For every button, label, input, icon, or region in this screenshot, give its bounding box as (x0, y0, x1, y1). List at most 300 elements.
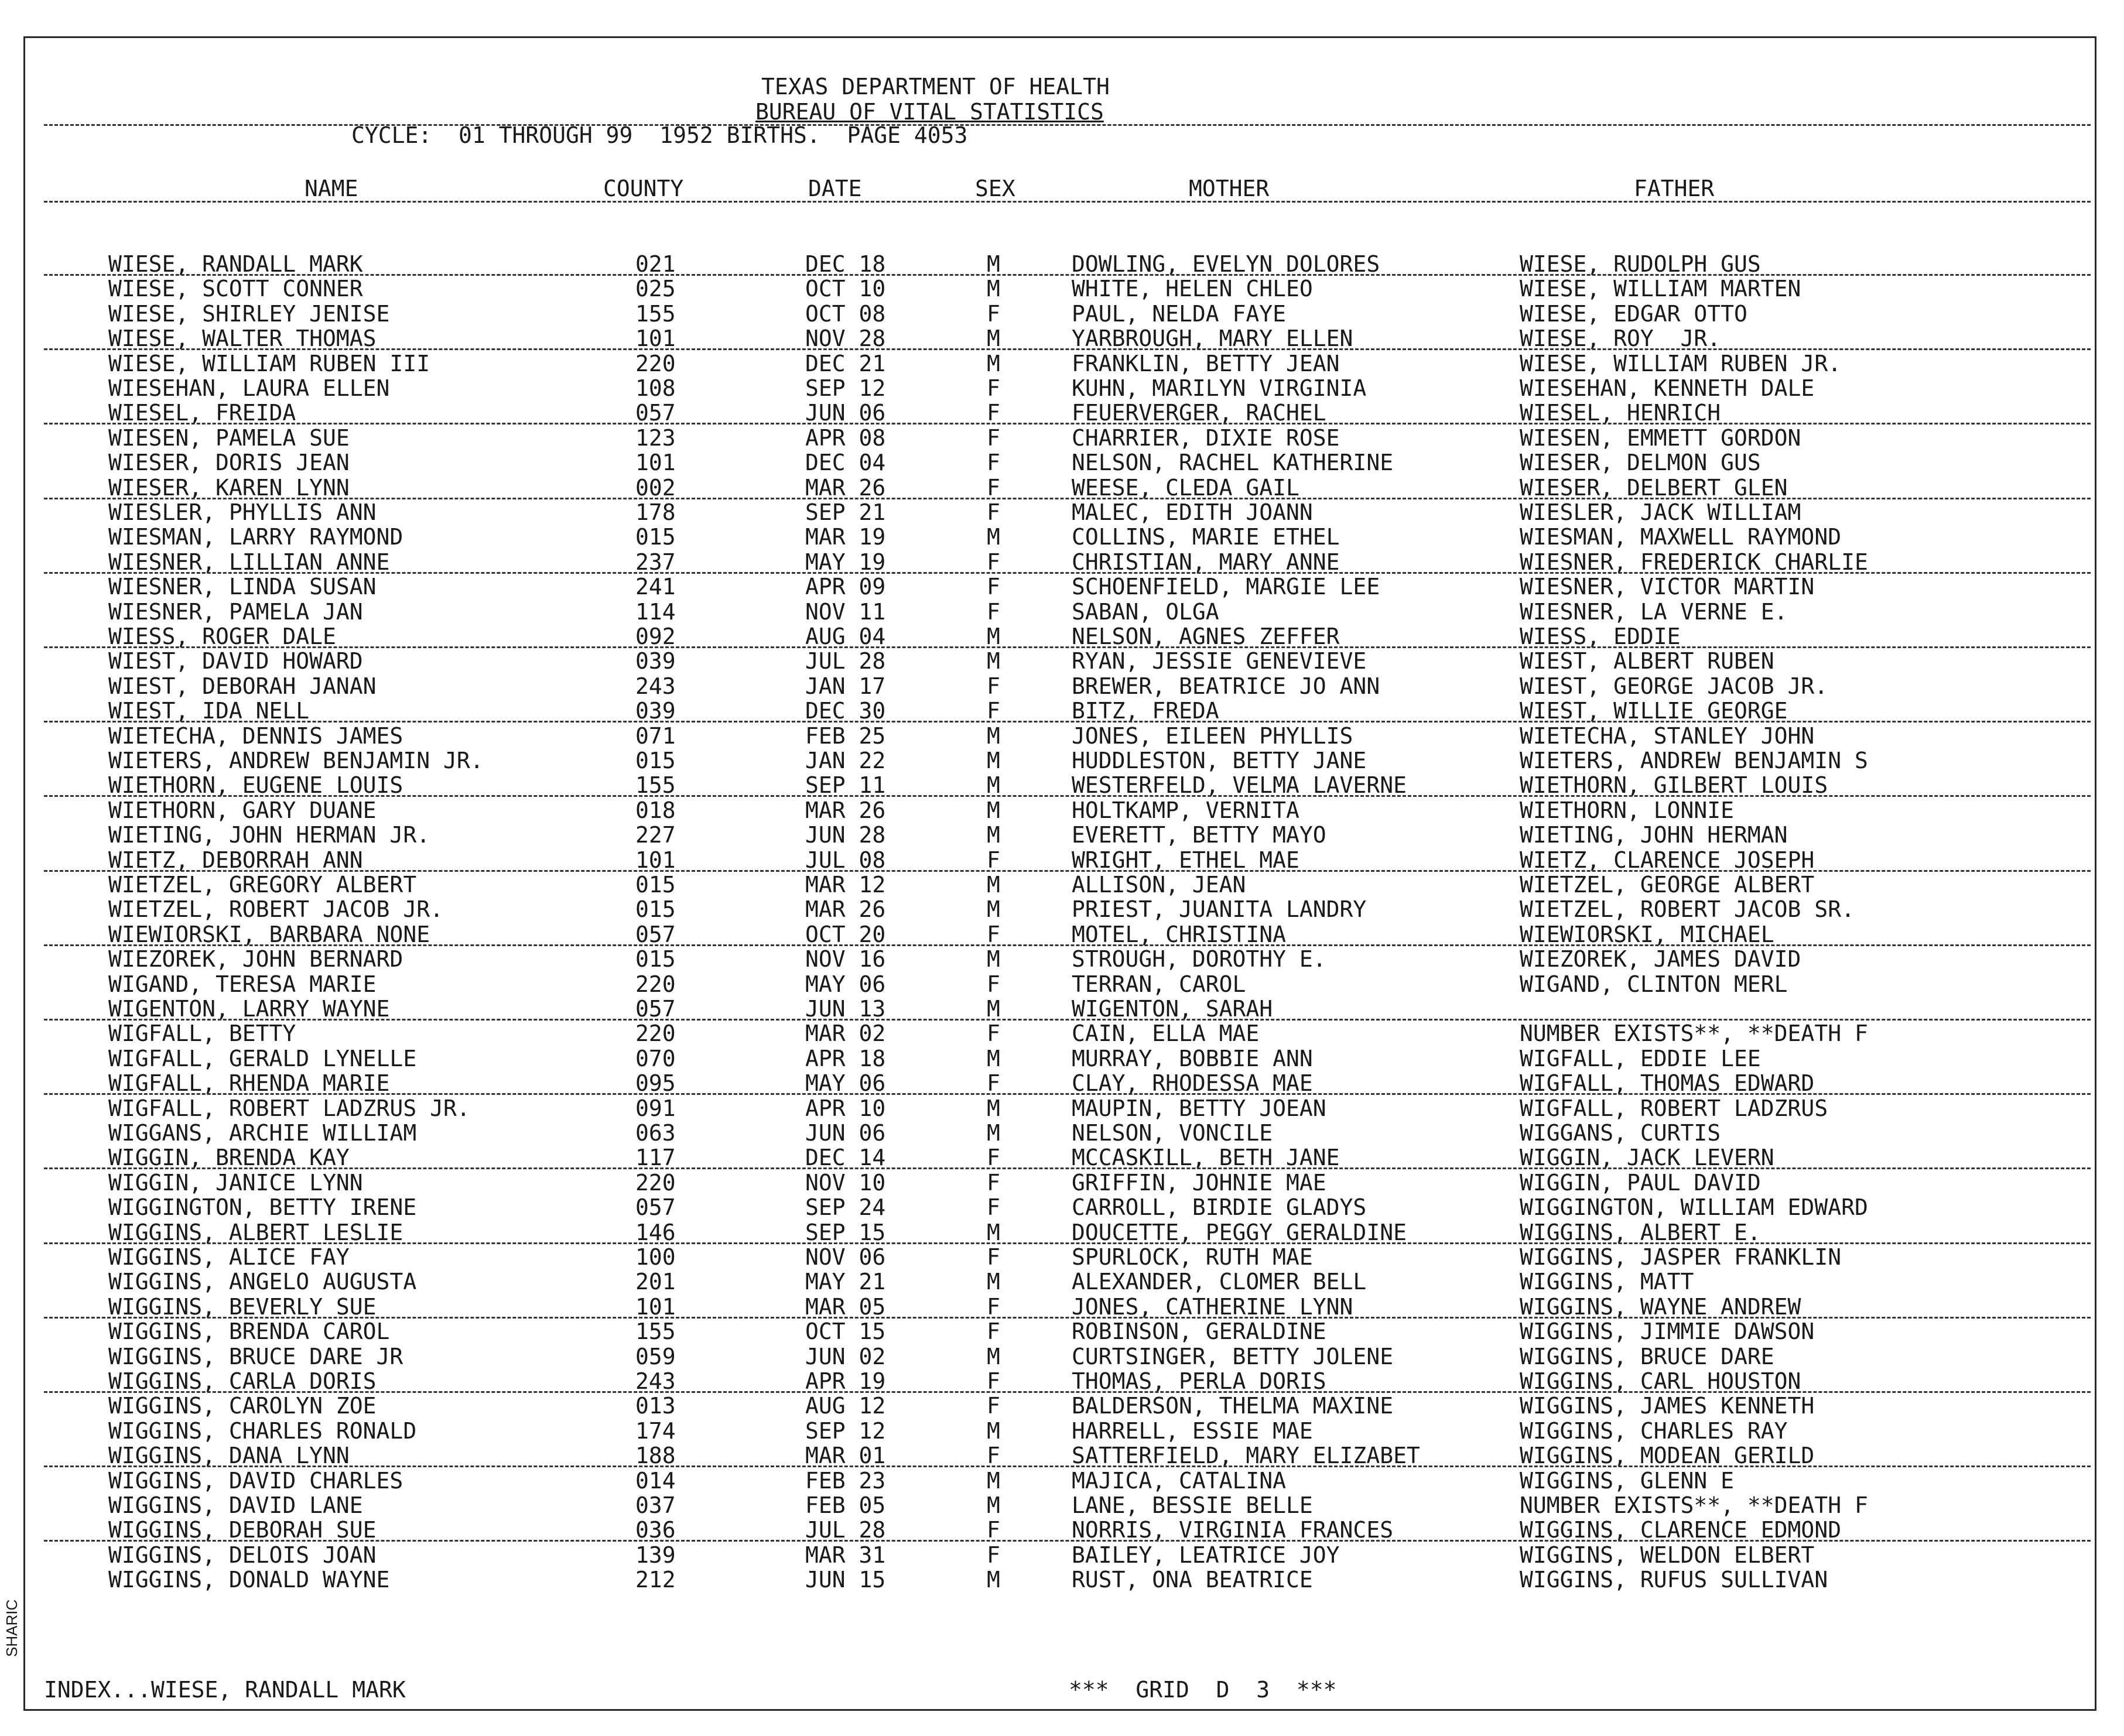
record-group-divider (44, 795, 2091, 797)
record-mother: EVERETT, BETTY MAYO (1072, 822, 1326, 848)
record-date: JUN 13 (805, 996, 886, 1022)
record-sex: M (987, 1343, 1000, 1369)
record-county: 039 (635, 698, 676, 724)
record-date: OCT 20 (805, 921, 886, 947)
header-line-2: BUREAU OF VITAL STATISTICS (755, 99, 1104, 125)
record-county: 002 (635, 474, 676, 501)
record-name: WIESS, ROGER DALE (108, 624, 336, 649)
record-father: WIEST, ALBERT RUBEN (1520, 648, 1774, 674)
record-mother: DOWLING, EVELYN DOLORES (1072, 251, 1380, 277)
record-name: WIGGINS, DAVID LANE (108, 1492, 363, 1518)
record-sex: F (987, 450, 1000, 476)
record-sex: F (987, 400, 1000, 426)
record-sex: F (987, 1542, 1000, 1568)
record-mother: ALLISON, JEAN (1072, 872, 1246, 898)
record-mother: WESTERFELD, VELMA LAVERNE (1072, 772, 1407, 799)
record-date: SEP 11 (805, 772, 886, 799)
record-mother: PAUL, NELDA FAYE (1072, 300, 1287, 327)
record-row (0, 997, 2124, 1021)
record-father: WIESER, DELBERT GLEN (1520, 474, 1788, 501)
record-row (0, 947, 2124, 971)
record-date: APR 09 (805, 574, 886, 600)
record-row (0, 1269, 2124, 1294)
record-name: WIESNER, LINDA SUSAN (108, 574, 377, 600)
record-father: WIGGINS, GLENN E (1520, 1467, 1735, 1494)
record-date: SEP 12 (805, 375, 886, 401)
record-name: WIESEL, FREIDA (108, 400, 296, 426)
record-date: JUN 02 (805, 1343, 886, 1369)
record-father: WIGGIN, PAUL DAVID (1520, 1169, 1761, 1196)
record-sex: M (987, 822, 1000, 848)
record-sex: M (987, 1095, 1000, 1121)
record-county: 220 (635, 1169, 676, 1196)
record-county: 108 (635, 375, 676, 401)
record-row (0, 748, 2124, 773)
record-row (0, 525, 2124, 549)
record-name: WIETHORN, EUGENE LOUIS (108, 772, 403, 799)
record-date: MAR 05 (805, 1293, 886, 1320)
record-sex: M (987, 276, 1000, 302)
record-row (0, 426, 2124, 450)
record-date: DEC 21 (805, 350, 886, 376)
record-mother: MOTEL, CHRISTINA (1072, 921, 1287, 947)
record-name: WIEST, IDA NELL (108, 698, 310, 724)
record-county: 155 (635, 772, 676, 799)
record-county: 146 (635, 1219, 676, 1245)
record-mother: MAJICA, CATALINA (1072, 1467, 1287, 1494)
record-date: SEP 24 (805, 1194, 886, 1221)
record-county: 139 (635, 1542, 676, 1568)
record-sex: M (987, 648, 1000, 674)
record-name: WIESE, WALTER THOMAS (108, 326, 377, 352)
record-date: MAR 31 (805, 1542, 886, 1568)
record-father: WIGGINS, JAMES KENNETH (1520, 1393, 1815, 1419)
record-mother: RUST, ONA BEATRICE (1072, 1567, 1313, 1593)
record-row (0, 972, 2124, 997)
record-row (0, 1319, 2124, 1344)
record-row (0, 600, 2124, 624)
record-row (0, 1567, 2124, 1592)
record-county: 201 (635, 1269, 676, 1295)
record-name: WIGGINS, BRENDA CAROL (108, 1319, 390, 1345)
record-sex: F (987, 549, 1000, 575)
record-date: FEB 05 (805, 1492, 886, 1518)
record-father: WIGGINS, BRUCE DARE (1520, 1343, 1774, 1369)
record-father: NUMBER EXISTS**, **DEATH F (1520, 1021, 1868, 1047)
record-father: WIGGINS, MODEAN GERILD (1520, 1443, 1815, 1469)
record-group-divider (44, 1093, 2091, 1095)
record-county: 059 (635, 1343, 676, 1369)
record-mother: HOLTKAMP, VERNITA (1072, 797, 1299, 823)
record-mother: NELSON, VONCILE (1072, 1120, 1273, 1146)
record-mother: GRIFFIN, JOHNIE MAE (1072, 1169, 1326, 1196)
record-mother: WIGENTON, SARAH (1072, 996, 1273, 1022)
record-date: NOV 10 (805, 1169, 886, 1196)
record-county: 212 (635, 1567, 676, 1593)
record-sex: M (987, 772, 1000, 799)
record-mother: KUHN, MARILYN VIRGINIA (1072, 375, 1367, 401)
record-father: WIESE, EDGAR OTTO (1520, 300, 1747, 327)
record-sex: F (987, 1194, 1000, 1221)
record-name: WIGAND, TERESA MARIE (108, 971, 377, 997)
record-county: 227 (635, 822, 676, 848)
record-mother: CARROLL, BIRDIE GLADYS (1072, 1194, 1367, 1221)
record-date: SEP 21 (805, 499, 886, 525)
record-county: 018 (635, 797, 676, 823)
record-name: WIGGINS, DAVID CHARLES (108, 1467, 403, 1494)
record-row (0, 475, 2124, 500)
record-county: 036 (635, 1517, 676, 1543)
record-mother: MURRAY, BOBBIE ANN (1072, 1045, 1313, 1071)
record-name: WIESNER, PAMELA JAN (108, 598, 363, 625)
record-mother: HUDDLESTON, BETTY JANE (1072, 748, 1367, 773)
record-name: WIGGINS, ANGELO AUGUSTA (108, 1269, 417, 1295)
record-name: WIGFALL, RHENDA MARIE (108, 1070, 390, 1097)
record-sex: F (987, 499, 1000, 525)
record-father: WIEST, WILLIE GEORGE (1520, 698, 1788, 724)
record-date: JUN 06 (805, 1120, 886, 1146)
record-row (0, 1295, 2124, 1319)
record-county: 101 (635, 1293, 676, 1320)
record-name: WIEWIORSKI, BARBARA NONE (108, 921, 430, 947)
record-mother: RYAN, JESSIE GENEVIEVE (1072, 648, 1367, 674)
record-sex: F (987, 1070, 1000, 1097)
record-sex: F (987, 1244, 1000, 1270)
record-father: WIETING, JOHN HERMAN (1520, 822, 1788, 848)
record-father: WIESNER, VICTOR MARTIN (1520, 574, 1815, 600)
record-row (0, 773, 2124, 797)
record-sex: F (987, 1293, 1000, 1320)
record-mother: NELSON, AGNES ZEFFER (1072, 624, 1340, 649)
record-county: 174 (635, 1417, 676, 1444)
record-father: WIETZ, CLARENCE JOSEPH (1520, 847, 1815, 873)
record-row (0, 823, 2124, 847)
record-father: WIGFALL, ROBERT LADZRUS (1520, 1095, 1828, 1121)
record-county: 015 (635, 896, 676, 923)
record-date: AUG 04 (805, 624, 886, 649)
record-sex: M (987, 797, 1000, 823)
record-date: FEB 23 (805, 1467, 886, 1494)
record-name: WIETECHA, DENNIS JAMES (108, 723, 403, 749)
record-county: 070 (635, 1045, 676, 1071)
record-father: WIGGINGTON, WILLIAM EDWARD (1520, 1194, 1868, 1221)
record-group-divider (44, 1167, 2091, 1169)
record-date: JUL 08 (805, 847, 886, 873)
record-row (0, 1245, 2124, 1269)
record-mother: BITZ, FREDA (1072, 698, 1219, 724)
record-name: WIGGINS, ALICE FAY (108, 1244, 350, 1270)
record-county: 071 (635, 723, 676, 749)
record-sex: F (987, 921, 1000, 947)
record-group-divider (44, 1540, 2091, 1542)
record-father: WIESNER, FREDERICK CHARLIE (1520, 549, 1868, 575)
record-mother: TERRAN, CAROL (1072, 971, 1246, 997)
record-mother: BALDERSON, THELMA MAXINE (1072, 1393, 1394, 1419)
record-date: DEC 18 (805, 251, 886, 277)
record-sex: M (987, 872, 1000, 898)
record-date: DEC 30 (805, 698, 886, 724)
record-county: 123 (635, 424, 676, 451)
record-row (0, 1046, 2124, 1071)
record-sex: F (987, 673, 1000, 699)
record-mother: CHRISTIAN, MARY ANNE (1072, 549, 1340, 575)
record-date: MAR 01 (805, 1443, 886, 1469)
record-mother: BREWER, BEATRICE JO ANN (1072, 673, 1380, 699)
record-mother: JONES, EILEEN PHYLLIS (1072, 723, 1353, 749)
record-sex: F (987, 598, 1000, 625)
record-county: 220 (635, 971, 676, 997)
record-date: NOV 28 (805, 326, 886, 352)
record-date: JAN 17 (805, 673, 886, 699)
record-date: JUL 28 (805, 1517, 886, 1543)
record-mother: CLAY, RHODESSA MAE (1072, 1070, 1313, 1097)
record-sex: M (987, 1492, 1000, 1518)
record-row (0, 1393, 2124, 1418)
record-father: WIETHORN, GILBERT LOUIS (1520, 772, 1828, 799)
record-sex: M (987, 350, 1000, 376)
record-row (0, 450, 2124, 475)
record-date: JUN 28 (805, 822, 886, 848)
record-date: MAY 19 (805, 549, 886, 575)
record-name: WIGGINS, BRUCE DARE JR (108, 1343, 403, 1369)
record-father: WIGGIN, JACK LEVERN (1520, 1145, 1774, 1171)
record-mother: WEESE, CLEDA GAIL (1072, 474, 1299, 501)
record-county: 057 (635, 1194, 676, 1221)
record-name: WIETZEL, ROBERT JACOB JR. (108, 896, 443, 923)
record-father: WIESEHAN, KENNETH DALE (1520, 375, 1815, 401)
record-father: WIESS, EDDIE (1520, 624, 1681, 649)
record-group-divider (44, 721, 2091, 723)
record-date: MAY 06 (805, 971, 886, 997)
record-county: 015 (635, 524, 676, 550)
record-sex: M (987, 1467, 1000, 1494)
record-row (0, 1369, 2124, 1393)
record-row (0, 1468, 2124, 1493)
record-row (0, 550, 2124, 574)
record-mother: NORRIS, VIRGINIA FRANCES (1072, 1517, 1394, 1543)
record-name: WIESE, SCOTT CONNER (108, 276, 363, 302)
record-name: WIESEHAN, LAURA ELLEN (108, 375, 390, 401)
record-father: WIETZEL, GEORGE ALBERT (1520, 872, 1815, 898)
record-mother: LANE, BESSIE BELLE (1072, 1492, 1313, 1518)
record-sex: F (987, 1319, 1000, 1345)
header-line-1: TEXAS DEPARTMENT OF HEALTH (761, 74, 1110, 100)
record-father: WIESEL, HENRICH (1520, 400, 1721, 426)
record-mother: SPURLOCK, RUTH MAE (1072, 1244, 1313, 1270)
record-date: NOV 16 (805, 946, 886, 973)
record-date: FEB 25 (805, 723, 886, 749)
record-row (0, 400, 2124, 425)
record-row (0, 1443, 2124, 1468)
record-name: WIESER, KAREN LYNN (108, 474, 350, 501)
record-father: WIGGINS, CARL HOUSTON (1520, 1368, 1801, 1394)
record-mother: MAUPIN, BETTY JOEAN (1072, 1095, 1326, 1121)
record-sex: F (987, 300, 1000, 327)
record-father: WIGGINS, RUFUS SULLIVAN (1520, 1567, 1828, 1593)
record-name: WIGGINS, ALBERT LESLIE (108, 1219, 403, 1245)
record-father: WIETZEL, ROBERT JACOB SR. (1520, 896, 1855, 923)
record-father: WIETERS, ANDREW BENJAMIN S (1520, 748, 1868, 773)
record-county: 155 (635, 1319, 676, 1345)
record-row (0, 351, 2124, 376)
record-father: WIGGINS, CLARENCE EDMOND (1520, 1517, 1842, 1543)
record-sex: F (987, 1368, 1000, 1394)
record-sex: F (987, 847, 1000, 873)
record-father: WIESEN, EMMETT GORDON (1520, 424, 1801, 451)
record-sex: M (987, 896, 1000, 923)
record-father: WIESE, WILLIAM MARTEN (1520, 276, 1801, 302)
record-county: 220 (635, 350, 676, 376)
record-name: WIETERS, ANDREW BENJAMIN JR. (108, 748, 484, 773)
record-sex: M (987, 748, 1000, 773)
record-name: WIEST, DAVID HOWARD (108, 648, 363, 674)
record-county: 188 (635, 1443, 676, 1469)
record-father: WIGGINS, WAYNE ANDREW (1520, 1293, 1801, 1320)
record-date: NOV 06 (805, 1244, 886, 1270)
record-father: WIGGINS, ALBERT E. (1520, 1219, 1761, 1245)
record-father: WIEST, GEORGE JACOB JR. (1520, 673, 1828, 699)
record-row (0, 302, 2124, 326)
record-row (0, 897, 2124, 922)
record-sex: M (987, 1417, 1000, 1444)
record-sex: M (987, 524, 1000, 550)
record-name: WIGGINS, BEVERLY SUE (108, 1293, 377, 1320)
record-date: JUL 28 (805, 648, 886, 674)
record-father: WIETECHA, STANLEY JOHN (1520, 723, 1815, 749)
record-date: MAR 26 (805, 896, 886, 923)
record-date: APR 08 (805, 424, 886, 451)
column-header-divider (44, 201, 2091, 203)
record-date: OCT 15 (805, 1319, 886, 1345)
record-father: WIGAND, CLINTON MERL (1520, 971, 1788, 997)
record-date: OCT 08 (805, 300, 886, 327)
record-date: JAN 22 (805, 748, 886, 773)
record-name: WIEST, DEBORAH JANAN (108, 673, 377, 699)
record-father: WIEZOREK, JAMES DAVID (1520, 946, 1801, 973)
record-county: 039 (635, 648, 676, 674)
record-county: 063 (635, 1120, 676, 1146)
record-name: WIGGIN, BRENDA KAY (108, 1145, 350, 1171)
record-row (0, 1071, 2124, 1095)
record-father: WIGGINS, JASPER FRANKLIN (1520, 1244, 1842, 1270)
record-sex: M (987, 996, 1000, 1022)
record-row (0, 500, 2124, 525)
record-mother: SCHOENFIELD, MARGIE LEE (1072, 574, 1380, 600)
record-name: WIGENTON, LARRY WAYNE (108, 996, 390, 1022)
record-county: 057 (635, 921, 676, 947)
record-name: WIGGINS, DEBORAH SUE (108, 1517, 377, 1543)
record-row (0, 1021, 2124, 1046)
record-county: 100 (635, 1244, 676, 1270)
record-county: 057 (635, 996, 676, 1022)
record-row (0, 1170, 2124, 1195)
footer-grid: *** GRID D 3 *** (1069, 1677, 1337, 1703)
record-date: MAY 06 (805, 1070, 886, 1097)
record-father: WIESNER, LA VERNE E. (1520, 598, 1788, 625)
record-mother: FEUERVERGER, RACHEL (1072, 400, 1326, 426)
record-name: WIESLER, PHYLLIS ANN (108, 499, 377, 525)
record-row (0, 1419, 2124, 1443)
record-county: 013 (635, 1393, 676, 1419)
record-name: WIESNER, LILLIAN ANNE (108, 549, 390, 575)
record-county: 092 (635, 624, 676, 649)
record-row (0, 872, 2124, 897)
record-row (0, 698, 2124, 723)
record-father: WIESLER, JACK WILLIAM (1520, 499, 1801, 525)
record-county: 014 (635, 1467, 676, 1494)
record-mother: JONES, CATHERINE LYNN (1072, 1293, 1353, 1320)
record-date: OCT 10 (805, 276, 886, 302)
record-row (0, 674, 2124, 698)
record-mother: HARRELL, ESSIE MAE (1072, 1417, 1313, 1444)
record-row (0, 1344, 2124, 1369)
record-county: 057 (635, 400, 676, 426)
column-header-father: FATHER (1634, 176, 1715, 201)
record-row (0, 724, 2124, 748)
record-father: WIGFALL, THOMAS EDWARD (1520, 1070, 1815, 1097)
record-row (0, 1543, 2124, 1567)
column-header-mother: MOTHER (1189, 176, 1270, 201)
record-date: MAY 21 (805, 1269, 886, 1295)
record-county: 025 (635, 276, 676, 302)
record-father: WIETHORN, LONNIE (1520, 797, 1735, 823)
record-name: WIEZOREK, JOHN BERNARD (108, 946, 403, 973)
record-date: APR 10 (805, 1095, 886, 1121)
record-county: 021 (635, 251, 676, 277)
record-sex: F (987, 1169, 1000, 1196)
record-mother: YARBROUGH, MARY ELLEN (1072, 326, 1353, 352)
record-father: WIESER, DELMON GUS (1520, 450, 1761, 476)
record-name: WIGGINS, CHARLES RONALD (108, 1417, 417, 1444)
record-sex: M (987, 723, 1000, 749)
header-line-3: CYCLE: 01 THROUGH 99 1952 BIRTHS. PAGE 4053 (351, 122, 968, 148)
record-sex: F (987, 1145, 1000, 1171)
record-father: WIGGINS, WELDON ELBERT (1520, 1542, 1815, 1568)
record-mother: CAIN, ELLA MAE (1072, 1021, 1260, 1047)
record-sex: F (987, 424, 1000, 451)
record-name: WIETZ, DEBORRAH ANN (108, 847, 363, 873)
record-county: 178 (635, 499, 676, 525)
record-row (0, 1493, 2124, 1518)
record-mother: MCCASKILL, BETH JANE (1072, 1145, 1340, 1171)
record-sex: F (987, 1443, 1000, 1469)
record-mother: THOMAS, PERLA DORIS (1072, 1368, 1326, 1394)
record-row (0, 276, 2124, 301)
record-name: WIGGINS, CARLA DORIS (108, 1368, 377, 1394)
record-name: WIGGINS, DONALD WAYNE (108, 1567, 390, 1593)
record-mother: CURTSINGER, BETTY JOLENE (1072, 1343, 1394, 1369)
column-header-county: COUNTY (603, 176, 684, 201)
record-date: DEC 14 (805, 1145, 886, 1171)
record-sex: M (987, 251, 1000, 277)
record-group-divider (44, 348, 2091, 350)
record-father: WIGFALL, EDDIE LEE (1520, 1045, 1761, 1071)
record-father: WIESMAN, MAXWELL RAYMOND (1520, 524, 1842, 550)
record-row (0, 649, 2124, 673)
record-name: WIGGINGTON, BETTY IRENE (108, 1194, 417, 1221)
record-date: MAR 26 (805, 797, 886, 823)
record-date: JUN 06 (805, 400, 886, 426)
record-group-divider (44, 1466, 2091, 1467)
record-father: WIGGINS, JIMMIE DAWSON (1520, 1319, 1815, 1345)
record-county: 015 (635, 946, 676, 973)
record-mother: COLLINS, MARIE ETHEL (1072, 524, 1340, 550)
record-name: WIGGINS, DANA LYNN (108, 1443, 350, 1469)
record-sex: M (987, 1269, 1000, 1295)
record-row (0, 624, 2124, 649)
footer-index: INDEX...WIESE, RANDALL MARK (44, 1677, 406, 1703)
record-sex: F (987, 375, 1000, 401)
